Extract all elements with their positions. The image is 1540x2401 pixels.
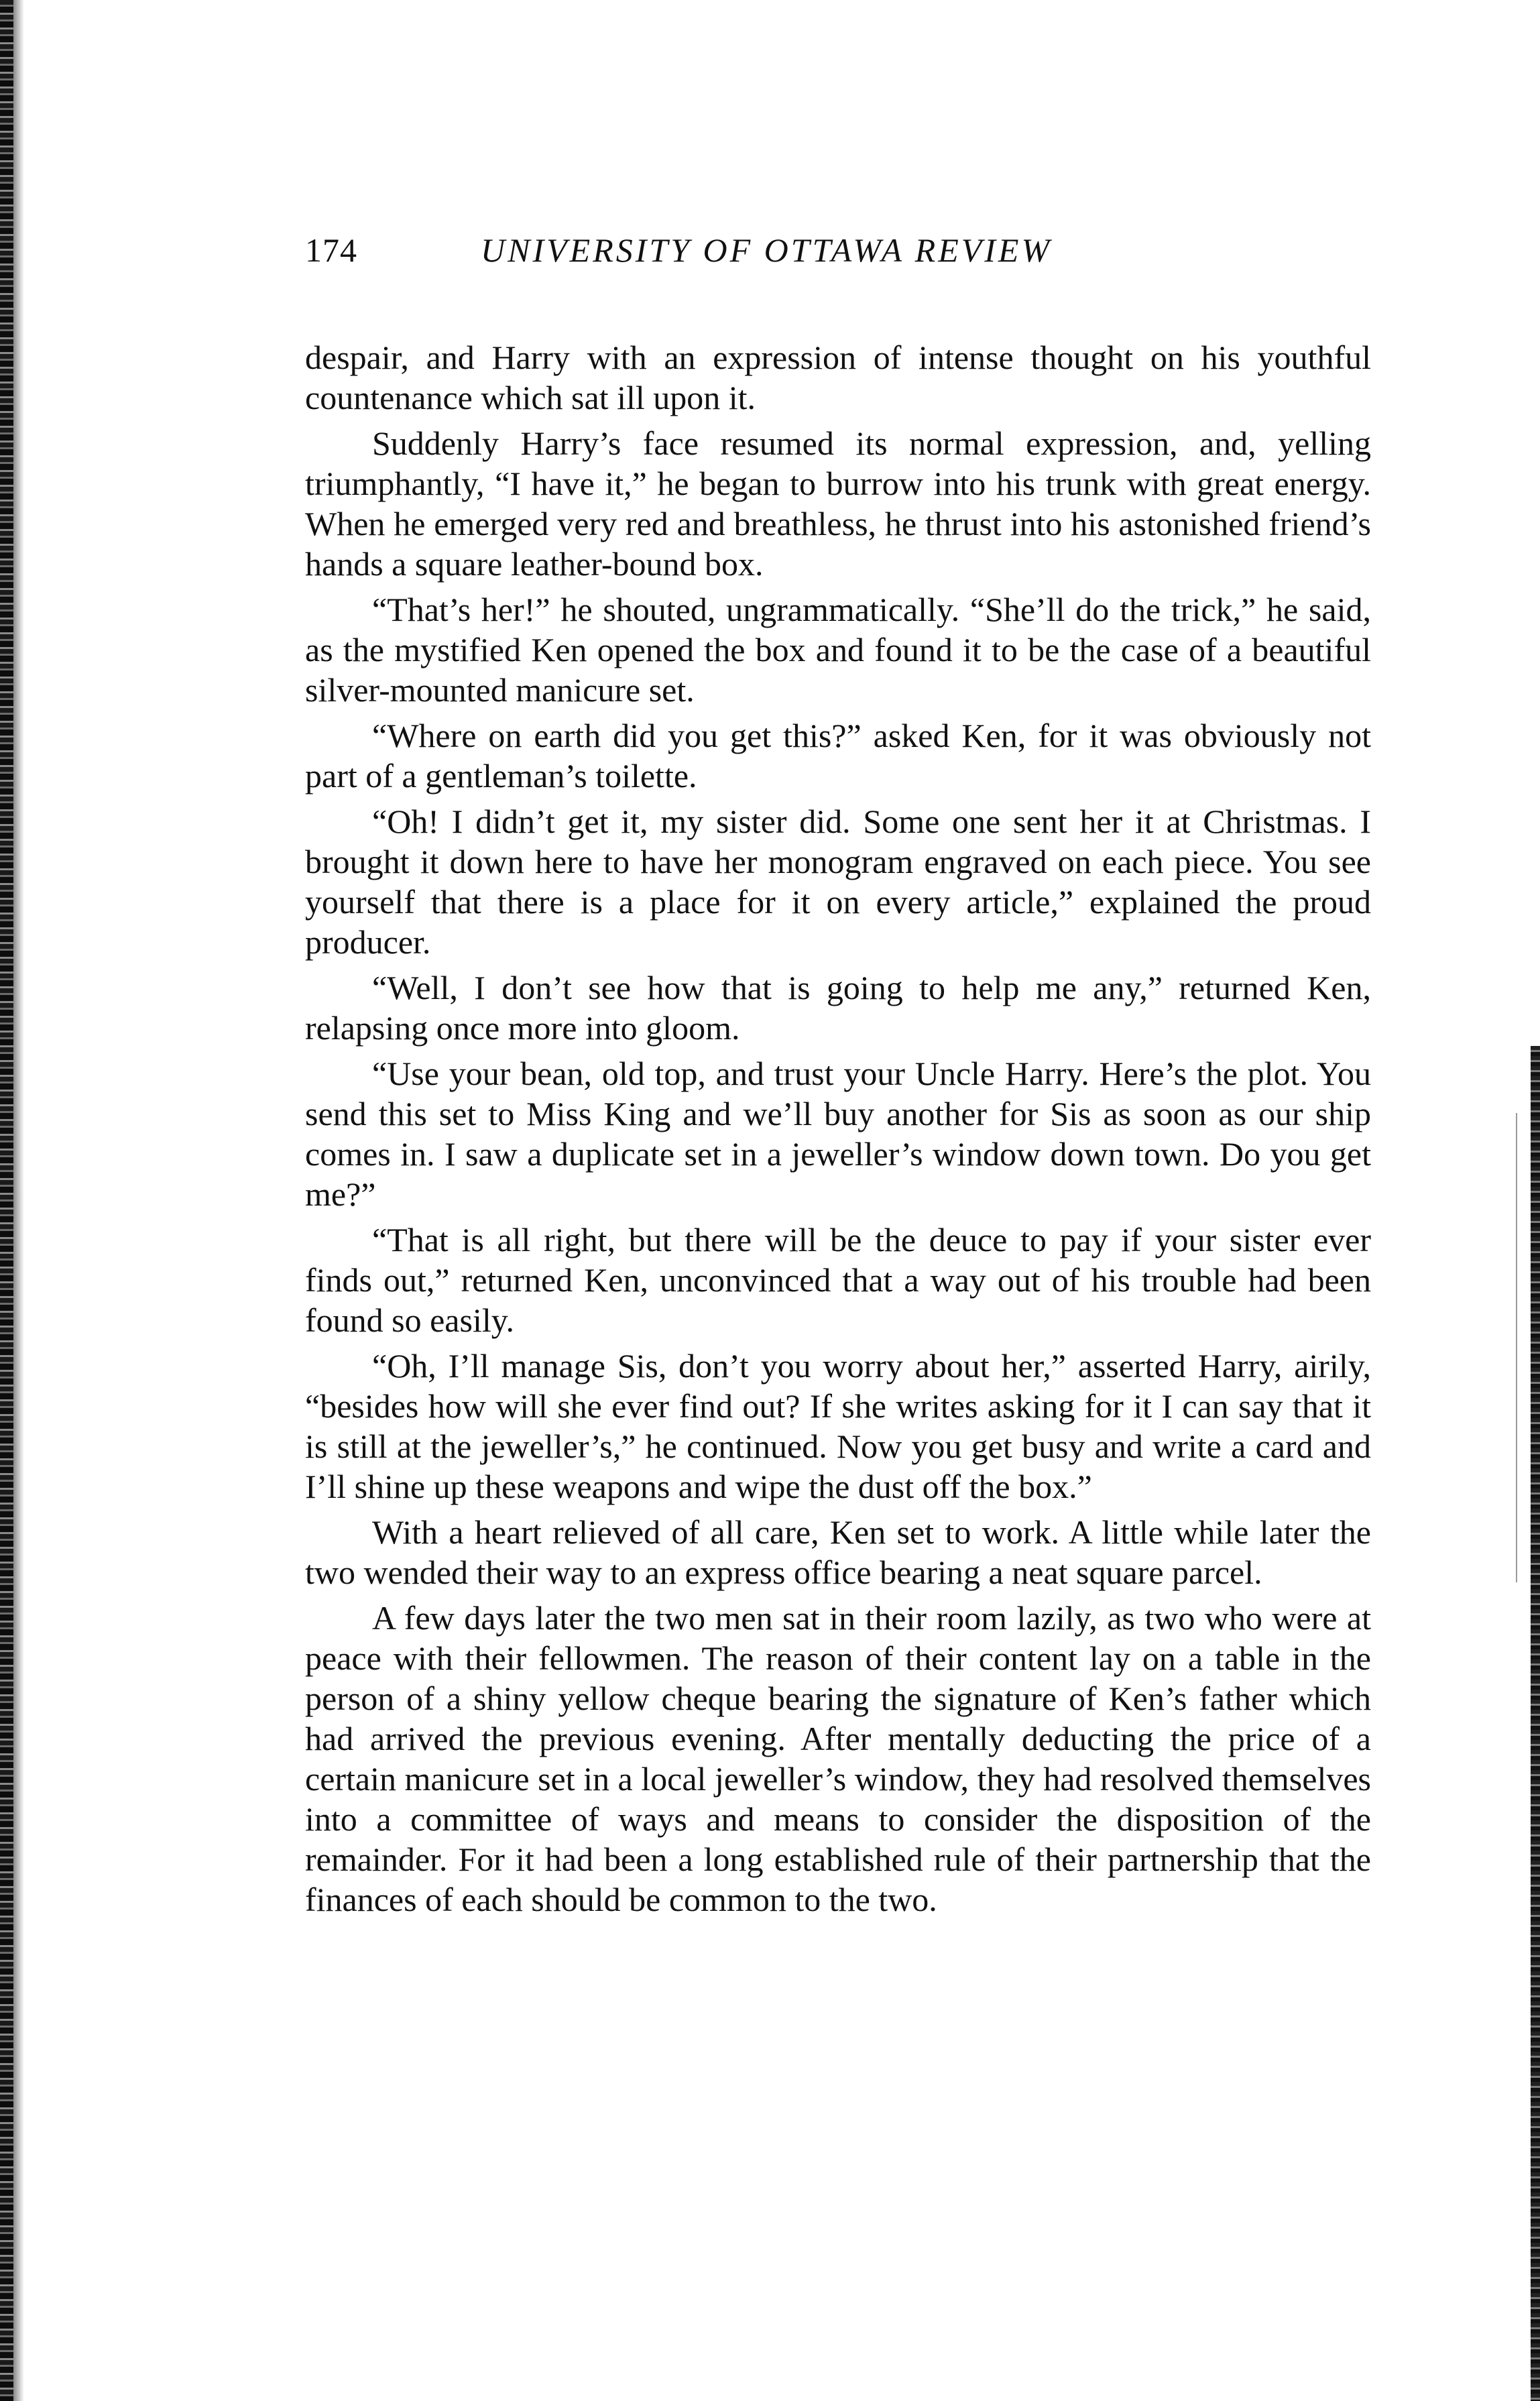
paragraph-7: “Use your bean, old top, and trust your Uncle Harry. Here’s the plot. You send this set to Miss King and we’ll buy another for Sis as soon as our ship comes in. I saw a duplicate set in a jeweller’s window down town. Do you get me?” [305,1055,1371,1213]
paragraph-8: “That is all right, but there will be the deuce to pay if your sister ever finds out,” returned Ken, unconvinced that a way out of his trouble had been found so easily. [305,1221,1371,1339]
body-text [305,337,1371,1925]
scan-edge-line [1516,1113,1517,1582]
paragraph-1: despair, and Harry with an expression of intense thought on his youthful countenance which sat ill upon it. [305,339,1371,416]
paragraph-9: “Oh, I’ll manage Sis, don’t you worry about her,” asserted Harry, airily, “besides how will she ever find out? If she writes asking for it I can say that it is still at the jeweller’s,” he continued. Now you get busy and write a card and I’ll shine up these weapons and wipe the dust off the box.” [305,1347,1371,1505]
paragraph-6: “Well, I don’t see how that is going to help me any,” returned Ken, relapsing once more into gloom. [305,969,1371,1047]
running-title: UNIVERSITY OF OTTAWA REVIEW [481,231,1053,269]
paragraph-3: “That’s her!” he shouted, ungrammatically. “She’ll do the trick,” he said, as the mystified Ken opened the box and found it to be the case of a beautiful silver-mounted manicure set. [305,591,1371,709]
paragraph-2: Suddenly Harry’s face resumed its normal expression, and, yelling triumphantly, “I have it,” he began to burrow into his trunk with great energy. When he emerged very red and breathless, he thrust into his astonished friend’s hands a square leather-bound box. [305,424,1371,583]
paragraph-5: “Oh! I didn’t get it, my sister did. Some one sent her it at Christmas. I brought it down here to have her monogram engraved on each piece. You see yourself that there is a place for it on every article,” explained the proud producer. [305,803,1371,961]
scan-binding-shadow [13,0,24,2401]
scan-page-edge [1531,1046,1540,2401]
paragraph-10: With a heart relieved of all care, Ken set to work. A little while later the two wended their way to an express office bearing a neat square parcel. [305,1513,1371,1591]
paragraph-11: A few days later the two men sat in their room lazily, as two who were at peace with their fellowmen. The reason of their content lay on a table in the person of a shiny yellow cheque bearing the signature of Ken’s father which had arrived the previous evening. After mentally deducting the price of a certain manicure set in a local jeweller’s window, they had resolved themselves into a committee of ways and means to consider the disposition of the remainder. For it had been a long established rule of their partnership that the finances of each should be common to the two. [305,1599,1371,1918]
page-number: 174 [305,231,357,269]
running-header [305,227,1364,274]
scan-binding-edge [0,0,13,2401]
paragraph-4: “Where on earth did you get this?” asked Ken, for it was obviously not part of a gentleman’s toilette. [305,717,1371,795]
